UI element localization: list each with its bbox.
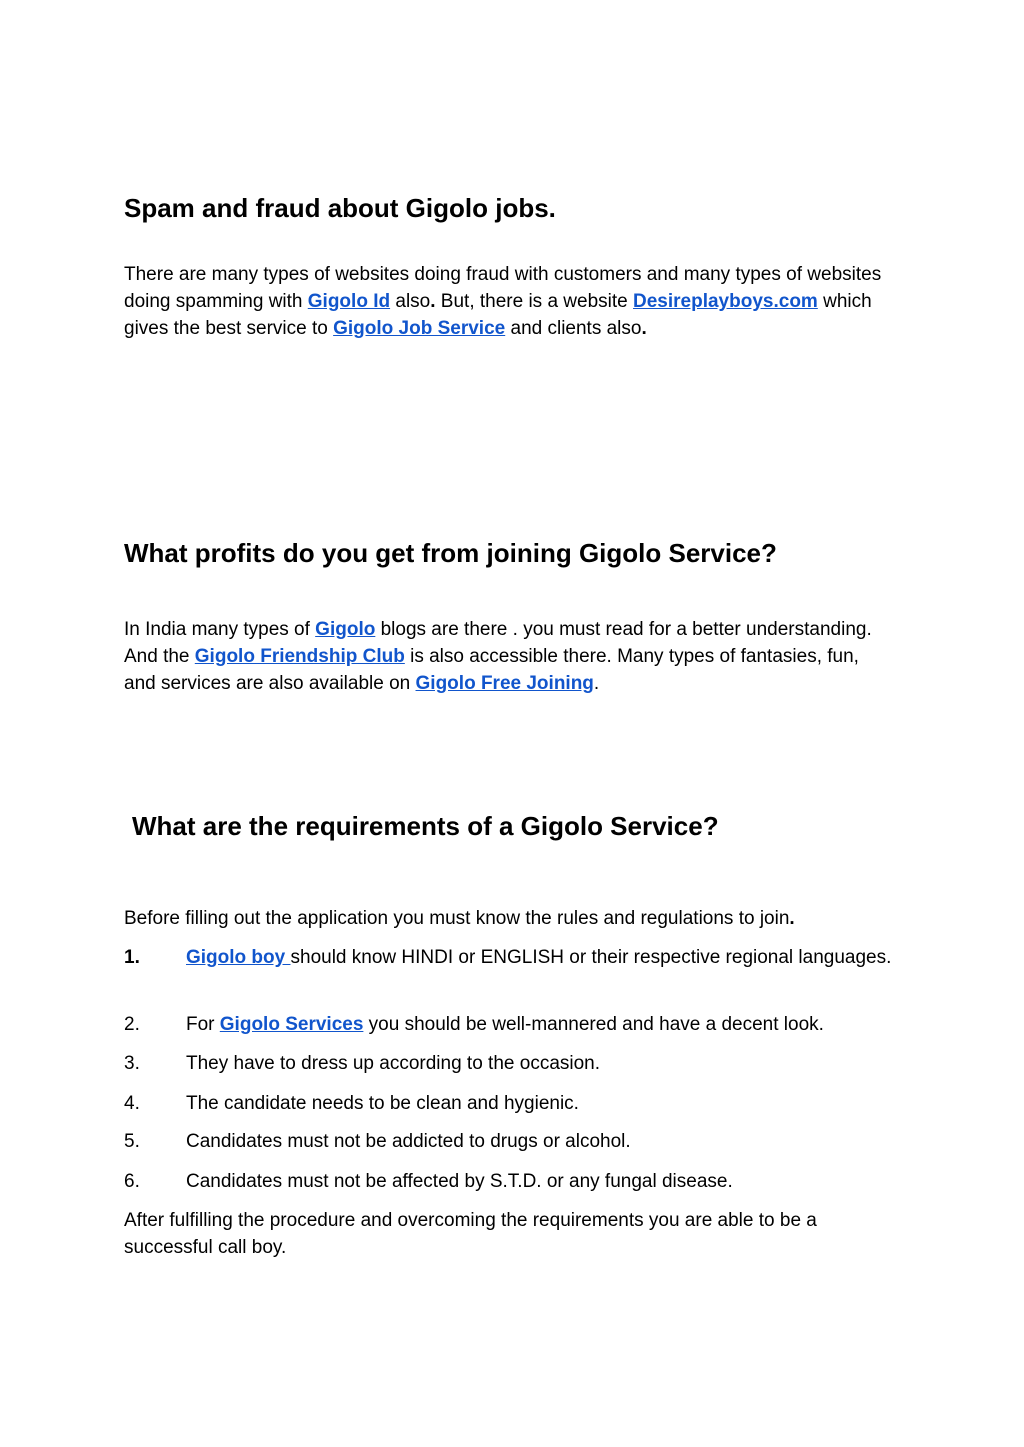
- heading-requirements: What are the requirements of a Gigolo Service?: [132, 811, 719, 841]
- link-desireplayboys[interactable]: Desireplayboys.com: [633, 291, 818, 312]
- link-gigolo-boy[interactable]: Gigolo boy: [186, 947, 291, 968]
- list-item: 3. They have to dress up according to the occasion.: [124, 1053, 601, 1074]
- paragraph-spam-fraud: There are many types of websites doing fraud with customers and many types of websites doing spamming with Gigolo Id also. But, there is a website Desireplayboys.com which gives the best service to Gigolo Job Service and clients also.: [124, 264, 882, 339]
- list-item: 5. Candidates must not be addicted to drugs or alcohol.: [124, 1131, 631, 1152]
- paragraph-requirements-outro: After fulfilling the procedure and overcoming the requirements you are able to be a successful call boy.: [124, 1210, 817, 1258]
- link-gigolo-id[interactable]: Gigolo Id: [307, 291, 391, 312]
- paragraph-requirements-intro: Before filling out the application you must know the rules and regulations to join.: [124, 908, 795, 929]
- list-item: 2. For Gigolo Services you should be well-mannered and have a decent look.: [124, 1014, 824, 1035]
- list-item: 6. Candidates must not be affected by S.T.D. or any fungal disease.: [124, 1171, 733, 1192]
- link-gigolo-services[interactable]: Gigolo Services: [219, 1014, 364, 1035]
- heading-spam-fraud: Spam and fraud about Gigolo jobs.: [124, 193, 556, 223]
- list-item: 4. The candidate needs to be clean and hygienic.: [124, 1093, 579, 1114]
- paragraph-profits: In India many types of Gigolo blogs are there . you must read for a better understanding. And the Gigolo Friendship Club is also accessible there. Many types of fantasies, fun, and services are also available on Gigolo Free Joining.: [124, 619, 872, 694]
- list-item: 1. Gigolo boy should know HINDI or ENGLISH or their respective regional languages.: [124, 947, 892, 968]
- link-gigolo-free-joining[interactable]: Gigolo Free Joining: [415, 673, 594, 694]
- heading-profits: What profits do you get from joining Gigolo Service?: [124, 538, 777, 568]
- link-gigolo-job-service[interactable]: Gigolo Job Service: [333, 318, 506, 339]
- link-gigolo[interactable]: Gigolo: [315, 619, 376, 640]
- link-gigolo-friendship-club[interactable]: Gigolo Friendship Club: [194, 646, 405, 667]
